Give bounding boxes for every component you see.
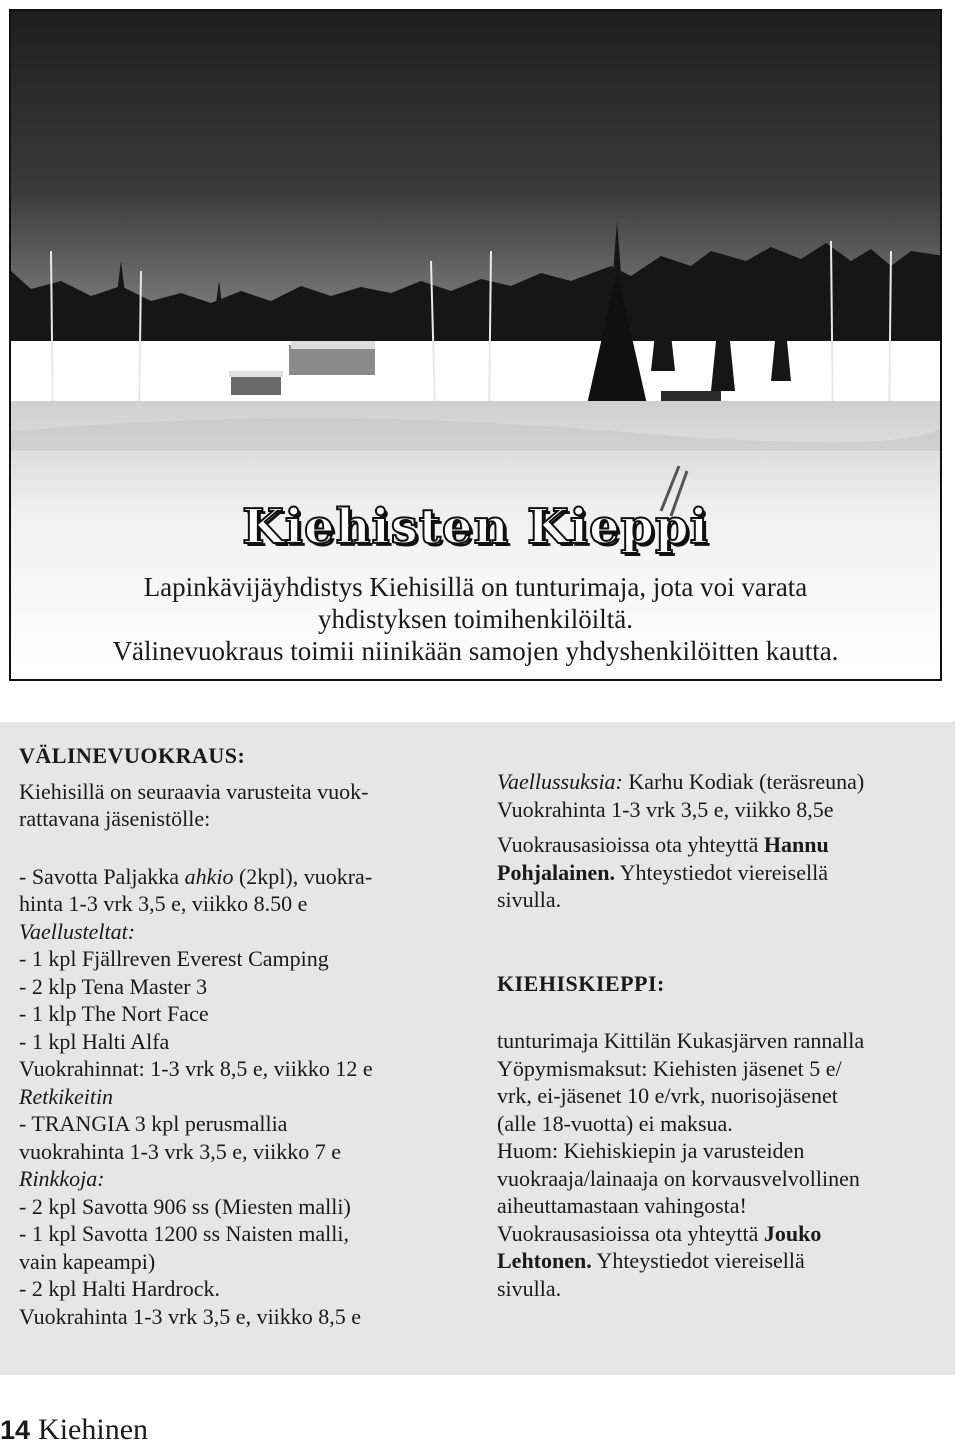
- cabin-winter-photo: [9, 9, 942, 681]
- cabin-info-column: [497, 768, 947, 1302]
- tents-price: Vuokrahinnat: 1-3 vrk 8,5 e, viikko 12 e: [19, 1056, 373, 1081]
- contact-line-end: sivulla.: [497, 887, 562, 912]
- contact-line: [497, 859, 947, 887]
- contact-name: Jouko: [763, 1220, 822, 1246]
- stove-item: - TRANGIA 3 kpl perusmallia: [19, 1111, 288, 1136]
- intro-line: Välinevuokraus toimii niinikään samojen yhdyshenkilöitten kautta.: [112, 636, 839, 666]
- cabin-info-line: Yöpymismaksut: Kiehisten jäsenet 5 e/: [497, 1055, 842, 1081]
- contact-line: [497, 831, 947, 859]
- tent-item: - 1 klp The Nort Face: [19, 1001, 209, 1026]
- page-title: Kiehisten Kieppi: [242, 499, 709, 555]
- contact-name: Hannu: [763, 832, 829, 857]
- cabin-info-line: vrk, ei-jäsenet 10 e/vrk, nuorisojäsenet: [497, 1083, 838, 1108]
- skis-line: [497, 768, 947, 796]
- publication-name: Kiehinen: [38, 1413, 149, 1446]
- contact-name: Pohjalainen.: [497, 859, 615, 885]
- page-footer: [0, 1414, 148, 1446]
- equipment-rental-column: [19, 742, 469, 1330]
- ahkio-price: hinta 1-3 vrk 3,5 e, viikko 8.50 e: [19, 891, 308, 916]
- skis-label: Vaellussuksia:: [497, 769, 623, 794]
- cabin-info-line: (alle 18-vuotta) ei maksua.: [497, 1110, 733, 1136]
- contact-text: Vuokrausasioissa ota yhteyttä: [497, 832, 764, 857]
- contact-line: [497, 1247, 947, 1275]
- intro-line: Lapinkävijäyhdistys Kiehisillä on tunturimaja, jota voi varata: [143, 572, 808, 602]
- ahkio-prefix: - Savotta Paljakka: [19, 863, 185, 889]
- cabin-info-line: Huom: Kiehiskiepin ja varusteiden: [497, 1138, 805, 1163]
- cabin-heading: KIEHISKIEPPI:: [497, 970, 665, 996]
- tent-item: - 1 kpl Fjällreven Everest Camping: [19, 946, 329, 971]
- tent-item: - 1 kpl Halti Alfa: [19, 1028, 170, 1054]
- ahkio-word: ahkio: [184, 863, 234, 889]
- packs-price: Vuokrahinta 1-3 vrk 3,5 e, viikko 8,5 e: [19, 1303, 362, 1329]
- contact-line: [497, 1220, 947, 1248]
- ahkio-suffix: (2kpl), vuokra-: [233, 863, 373, 889]
- skis-price: Vuokrahinta 1-3 vrk 3,5 e, viikko 8,5e: [497, 796, 834, 822]
- equipment-rental-heading: VÄLINEVUOKRAUS:: [19, 743, 246, 768]
- banner-intro: [11, 571, 940, 667]
- tents-label: Vaellusteltat:: [19, 918, 136, 944]
- cabin-info-line: vuokraaja/lainaaja on korvausvelvollinen: [497, 1165, 860, 1191]
- pack-item: - 1 kpl Savotta 1200 ss Naisten malli,: [19, 1221, 349, 1246]
- skis-value: Karhu Kodiak (teräsreuna): [622, 769, 865, 794]
- rental-intro-line: Kiehisillä on seuraavia varusteita vuok-: [19, 778, 369, 804]
- cabin-info-line: tunturimaja Kittilän Kukasjärven rannalla: [497, 1028, 865, 1053]
- pack-item: vain kapeampi): [19, 1248, 156, 1274]
- stove-label: Retkikeitin: [19, 1083, 114, 1109]
- info-panel: [0, 722, 955, 1375]
- contact-line-end: sivulla.: [497, 1275, 562, 1301]
- contact-text: Vuokrausasioissa ota yhteyttä: [497, 1220, 764, 1246]
- contact-text: Yhteystiedot viereisellä: [614, 859, 828, 885]
- cabin-info-line: aiheuttamastaan vahingosta!: [497, 1193, 747, 1218]
- pack-item: - 2 kpl Savotta 906 ss (Miesten malli): [19, 1193, 351, 1219]
- contact-name: Lehtonen.: [497, 1248, 592, 1273]
- contact-text: Yhteystiedot viereisellä: [591, 1248, 805, 1273]
- rental-intro-line: rattavana jäsenistölle:: [19, 806, 211, 831]
- ahkio-line: [19, 863, 469, 891]
- intro-line: yhdistyksen toimihenkilöiltä.: [318, 604, 633, 634]
- page-number: 14: [0, 1415, 31, 1445]
- tent-item: - 2 klp Tena Master 3: [19, 973, 208, 999]
- pack-item: - 2 kpl Halti Hardrock.: [19, 1276, 220, 1301]
- packs-label: Rinkkoja:: [19, 1166, 105, 1191]
- stove-price: vuokrahinta 1-3 vrk 3,5 e, viikko 7 e: [19, 1138, 341, 1164]
